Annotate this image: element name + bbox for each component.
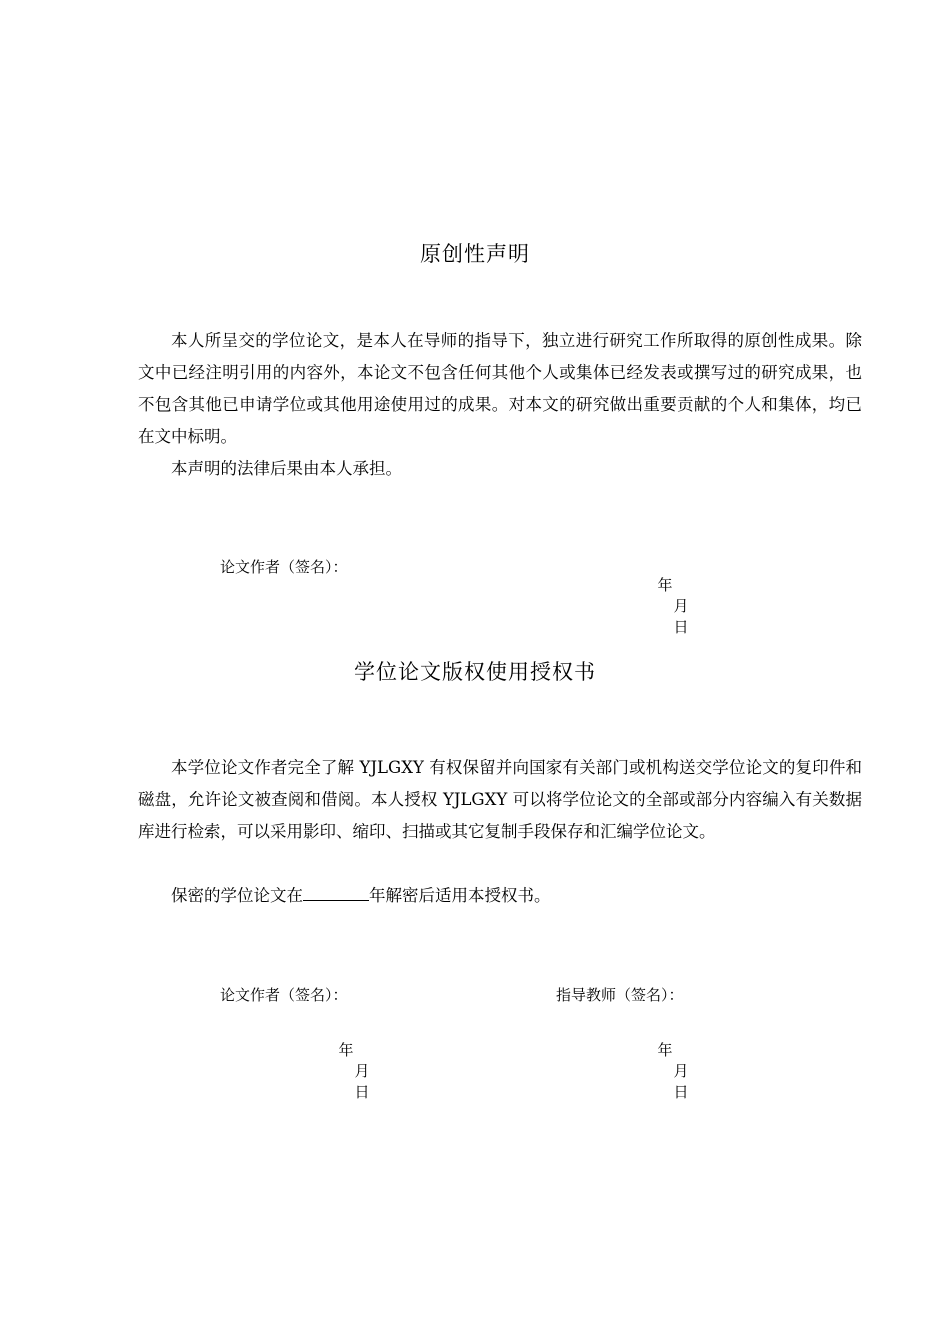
- date-month-label: 月: [673, 597, 689, 615]
- declaration-date: [648, 556, 689, 637]
- date-month-label: 月: [354, 1062, 370, 1080]
- declaration-author-signature-label: 论文作者（签名）：: [220, 558, 348, 576]
- authorization-author-signature-label: 论文作者（签名）：: [220, 986, 348, 1004]
- authorization-paragraph-2: [138, 880, 862, 912]
- authorization-author-date: [329, 1021, 370, 1102]
- authorization-advisor-date: [648, 1021, 689, 1102]
- declaration-paragraph-2: 本声明的法律后果由本人承担。: [171, 459, 402, 478]
- date-year-label: 年: [338, 1041, 354, 1059]
- confidential-years-blank: [303, 884, 369, 901]
- declaration-paragraph-1: 本人所呈交的学位论文，是本人在导师的指导下，独立进行研究工作所取得的原创性成果。除文中已经注明引用的内容外，本论文不包含任何其他个人或集体已经发表或撰写过的研究成果，也不包含其他已申请学位或其他用途使用过的成果。对本文的研究做出重要贡献的个人和集体，均已在文中标明。: [138, 331, 862, 446]
- authorization-title: 学位论文版权使用授权书: [354, 660, 596, 684]
- confidential-text-before: 保密的学位论文在: [171, 886, 303, 905]
- date-month-label: 月: [673, 1062, 689, 1080]
- date-day-label: 日: [354, 1083, 370, 1101]
- date-year-label: 年: [657, 576, 673, 594]
- date-day-label: 日: [673, 618, 689, 636]
- authorization-paragraph-1: 本学位论文作者完全了解 YJLGXY 有权保留并向国家有关部门或机构送交学位论文的复印件和磁盘，允许论文被查阅和借阅。本人授权 YJLGXY 可以将学位论文的全部或部分内容编入有关数据库进行检索，可以采用影印、缩印、扫描或其它复制手段保存和汇编学位论文。: [138, 758, 862, 841]
- confidential-text-after: 年解密后适用本授权书。: [369, 886, 551, 905]
- declaration-title: 原创性声明: [420, 242, 530, 266]
- date-year-label: 年: [657, 1041, 673, 1059]
- date-day-label: 日: [673, 1083, 689, 1101]
- authorization-advisor-signature-label: 指导教师（签名）：: [556, 986, 684, 1004]
